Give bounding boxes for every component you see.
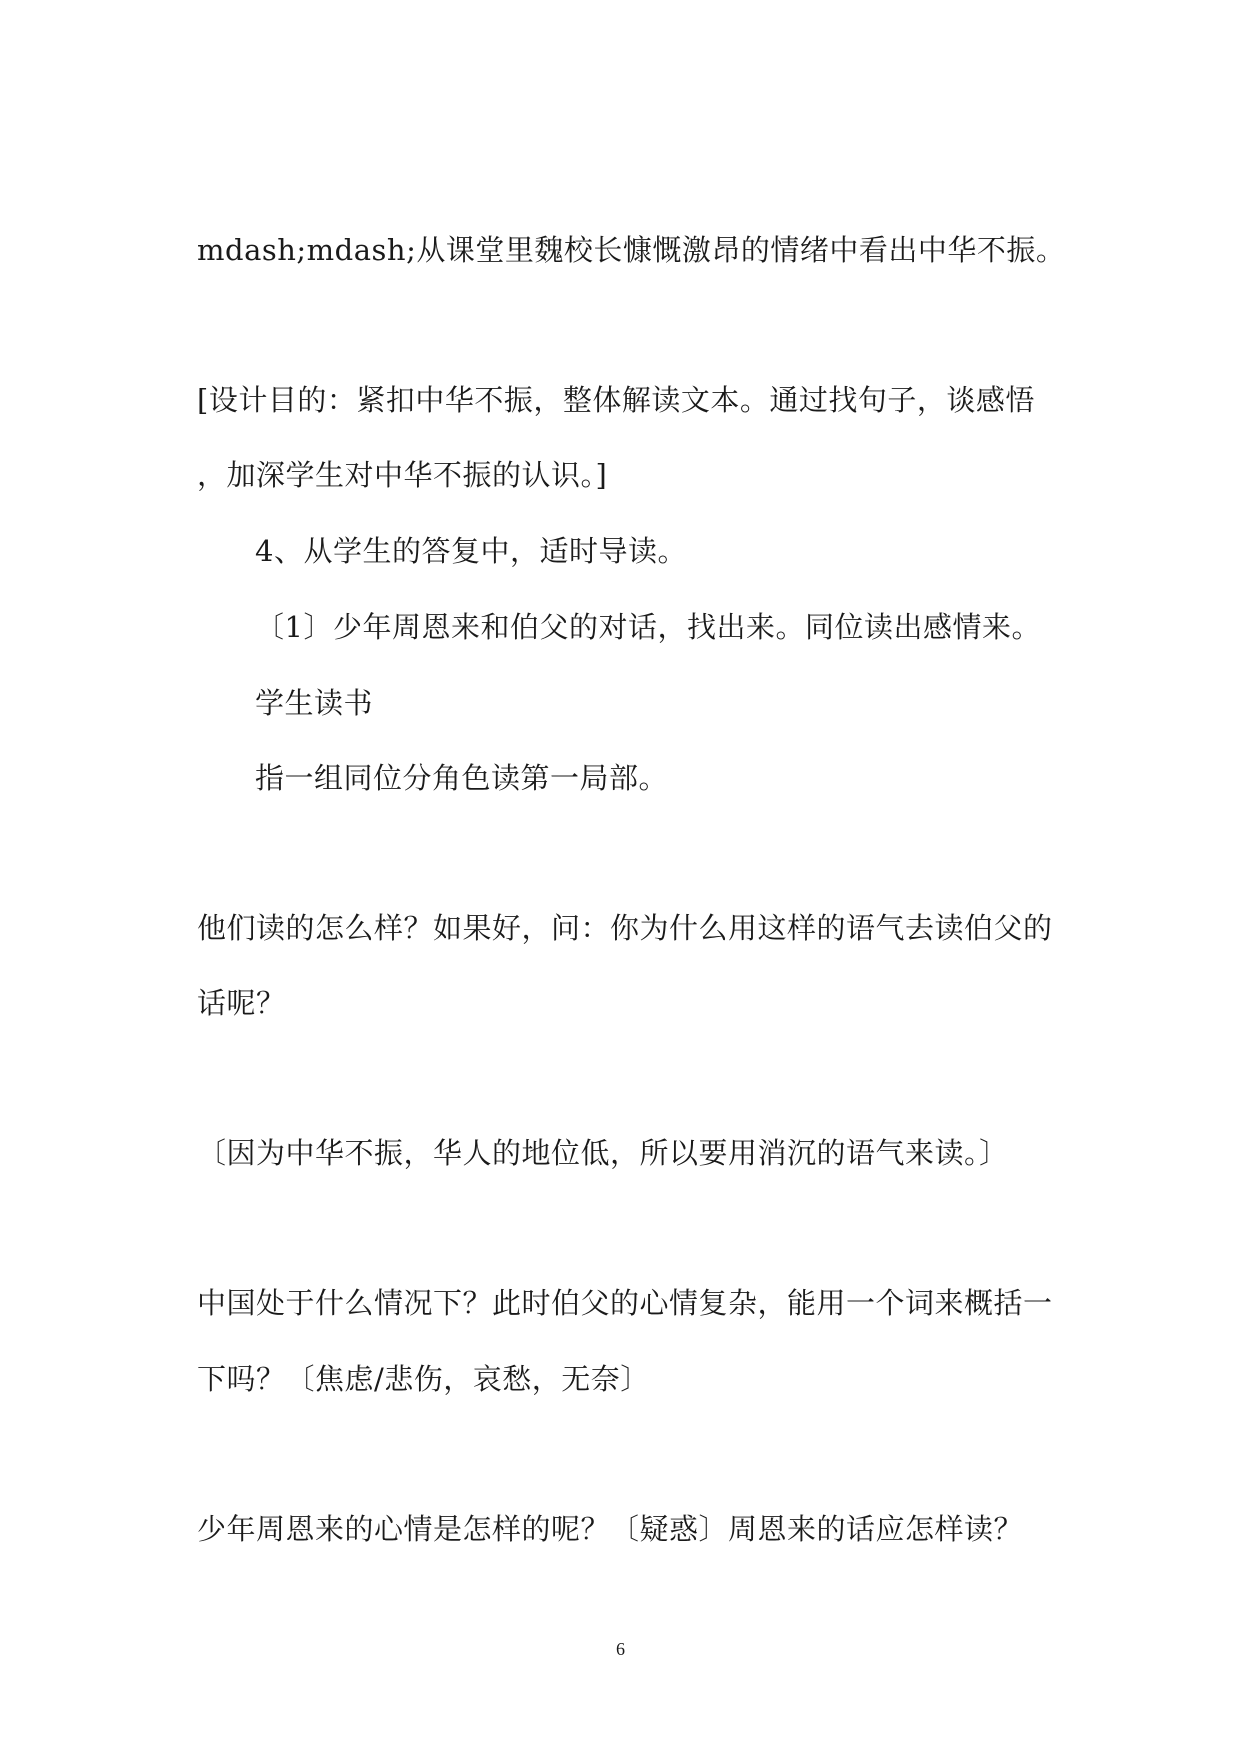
- text-line-11: 中国处于什么情况下？此时伯父的心情复杂，能用一个词来概括一: [197, 1286, 1053, 1320]
- text-line-6: 学生读书: [255, 686, 374, 720]
- text-line-2: [设计目的：紧扣中华不振，整体解读文本。通过找句子，谈感悟: [197, 383, 1035, 417]
- text-line-12: 下吗？〔焦虑/悲伤，哀愁，无奈〕: [197, 1362, 650, 1396]
- page-number: 6: [616, 1639, 625, 1659]
- text-line-9: 话呢？: [197, 986, 286, 1020]
- text-line-1: mdash;mdash;从课堂里魏校长慷慨激昂的情绪中看出中华不振。: [197, 233, 1066, 267]
- text-line-7: 指一组同位分角色读第一局部。: [255, 761, 669, 795]
- text-line-3: ，加深学生对中华不振的认识。]: [197, 458, 608, 492]
- text-line-8: 他们读的怎么样？如果好，问：你为什么用这样的语气去读伯父的: [197, 911, 1053, 945]
- text-line-4: 4、从学生的答复中，适时导读。: [255, 534, 687, 568]
- text-line-10: 〔因为中华不振，华人的地位低，所以要用消沉的语气来读。〕: [197, 1136, 1009, 1170]
- text-line-13: 少年周恩来的心情是怎样的呢？〔疑惑〕周恩来的话应怎样读？: [197, 1512, 1024, 1546]
- text-line-5: 〔1〕少年周恩来和伯父的对话，找出来。同位读出感情来。: [255, 610, 1041, 644]
